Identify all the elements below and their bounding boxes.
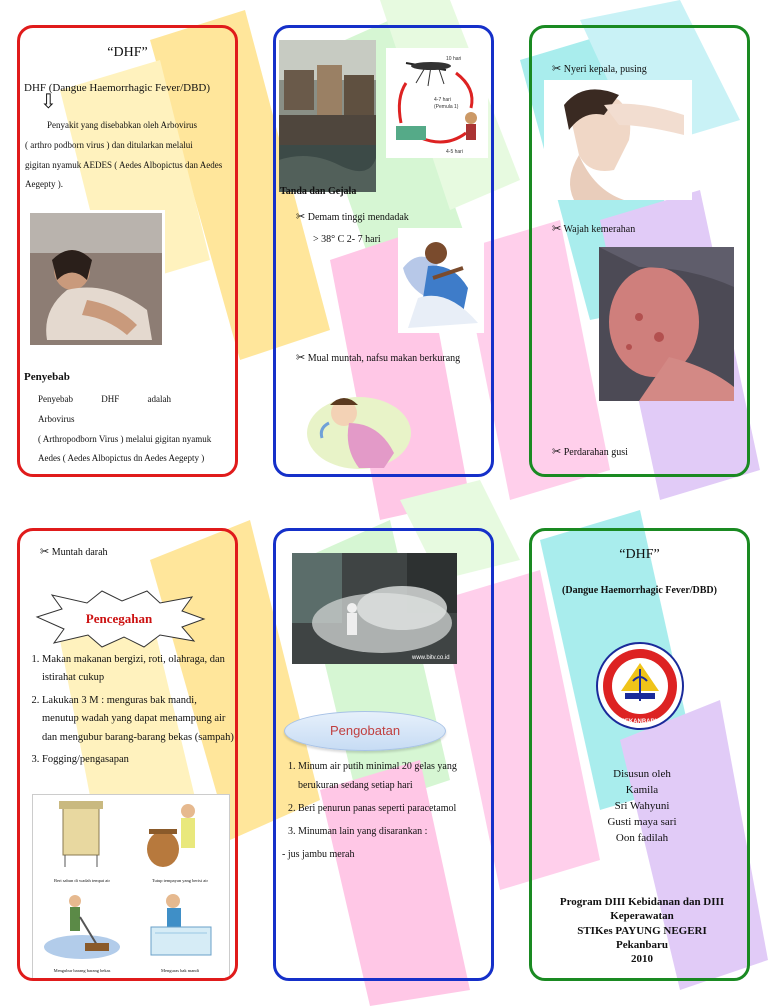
- illustration-caption: Beri sabun di wadah tempat air: [53, 878, 111, 883]
- cover-title: “DHF”: [619, 547, 660, 562]
- panel-symptoms-2: [529, 25, 750, 477]
- prevention-burst: [32, 589, 207, 649]
- definition-text: [25, 116, 235, 195]
- cause-line: ( Arthropodborn Virus ) melalui gigitan nyamuk: [38, 433, 212, 444]
- logo-text: PEKANBARU: [620, 719, 660, 725]
- author-name: Sri Wahyuni: [614, 799, 670, 812]
- red-face-illustration: [599, 247, 734, 401]
- container-illustration: [35, 797, 129, 873]
- panel1-title: “DHF”: [107, 45, 148, 60]
- cover-subtitle: (Dangue Haemorrhagic Fever/DBD): [562, 585, 717, 596]
- patient-illustration: [27, 210, 165, 348]
- panel-definition: [17, 25, 238, 477]
- symptom-text: Demam tinggi mendadak: [307, 212, 409, 223]
- prevention-label: Pencegahan: [85, 611, 153, 626]
- cause-heading: Penyebab: [24, 371, 70, 383]
- symptom-item: [40, 545, 108, 561]
- treatment-oval: [284, 711, 446, 751]
- headache-photo: [544, 80, 692, 200]
- treatment-extra: - jus jambu merah: [282, 849, 355, 860]
- illustration-cell: [133, 797, 227, 885]
- institution-logo: [595, 641, 685, 731]
- cause-line: Aedes ( Aedes Albopictus dn Aedes Aegepty ): [38, 453, 205, 464]
- illustration-cell: [35, 797, 129, 885]
- panel-prevention: [17, 528, 238, 981]
- scissors-icon: ✂: [552, 223, 562, 235]
- scissors-icon: ✂: [552, 446, 562, 458]
- prepared-by: Disusun oleh: [613, 768, 671, 780]
- illustration-caption: Tutup tempayan yang berisi air: [151, 878, 209, 883]
- cycle-label: 4-5 hari: [446, 149, 463, 155]
- panel1-subtitle: DHF (Dangue Haemorrhagic Fever/DBD): [24, 82, 211, 94]
- symptom-item: [552, 445, 628, 461]
- authors-block: [532, 767, 750, 847]
- panel-treatment: [273, 528, 494, 981]
- treatment-list: [282, 757, 492, 864]
- vomiting-child-illustration: [304, 383, 419, 475]
- symptom-text: Nyeri kepala, pusing: [563, 64, 647, 75]
- scissors-icon: ✂: [296, 352, 306, 364]
- symptom-text: Mual muntah, nafsu makan berkurang: [307, 353, 461, 364]
- fogging-illustration: [292, 553, 457, 664]
- definition-line: Penyakit yang disebabkan oleh Arbovirus: [47, 120, 197, 130]
- program-line: Program DIII Kebidanan dan DIII: [559, 896, 725, 908]
- cycle-label: 4-7 hari: [434, 97, 451, 103]
- panel-cover: [529, 528, 750, 981]
- illustration-caption: Mengubur barang barang bekas: [53, 968, 111, 973]
- panel-symptoms-1: [273, 25, 494, 477]
- cycle-label: 10 hari: [446, 56, 462, 62]
- prevention-illustrations: [32, 794, 230, 980]
- slum-photo: [279, 40, 376, 192]
- treatment-label: Pengobatan: [329, 723, 401, 738]
- photo-watermark: www.bitv.co.id: [412, 655, 450, 661]
- drain-tub-illustration: [133, 887, 227, 963]
- symptoms-heading: Tanda dan Gejala: [280, 186, 357, 197]
- scissors-icon: ✂: [552, 63, 562, 75]
- fever-child-illustration: [398, 228, 484, 333]
- author-name: Gusti maya sari: [607, 815, 677, 828]
- vomiting-child-drawing: [304, 383, 419, 475]
- prevention-item: 1. Makan makanan bergizi, roti, olahraga, dan istirahat cukup: [42, 651, 236, 688]
- symptom-item: [552, 62, 647, 78]
- fogging-photo: [292, 553, 457, 664]
- program-line: 2010: [631, 953, 653, 966]
- bury-illustration: [35, 887, 129, 963]
- patient-photo: [27, 210, 165, 348]
- treatment-item: 3. Minuman lain yang disarankan :: [298, 822, 492, 841]
- cause-line: Penyebab DHF adalah Arbovirus: [38, 394, 171, 424]
- red-face-photo: [599, 247, 734, 401]
- cover-jar-illustration: [133, 797, 227, 873]
- symptom-detail: > 38° C 2- 7 hari: [313, 234, 381, 245]
- symptom-text: Perdarahan gusi: [563, 447, 628, 458]
- program-line: Keperawatan: [610, 910, 674, 923]
- symptom-text: Muntah darah: [51, 547, 108, 558]
- program-line: STIKes PAYUNG NEGERI: [577, 924, 707, 937]
- cycle-illustration: [386, 48, 488, 158]
- author-name: Oon fadilah: [615, 831, 669, 844]
- treatment-item: 2. Beri penurun panas seperti paracetamol: [298, 799, 492, 818]
- program-block: [532, 895, 750, 966]
- program-line: Pekanbaru: [616, 938, 668, 951]
- fever-child-drawing: [398, 228, 484, 333]
- symptom-item: [296, 351, 460, 367]
- cause-text: [38, 390, 234, 469]
- definition-line: ( arthro podborn virus ) dan ditularkan melalui: [25, 139, 193, 150]
- slum-illustration: [279, 40, 376, 192]
- cycle-label: (Pemula 1): [434, 104, 459, 110]
- illustration-cell: [133, 887, 227, 977]
- author-name: Kamila: [625, 783, 659, 796]
- definition-line: Aegepty ).: [25, 179, 63, 190]
- prevention-list: [26, 651, 236, 773]
- illustration-cell: [35, 887, 129, 977]
- treatment-item: 1. Minum air putih minimal 20 gelas yang berukuran sedang setiap hari: [298, 757, 492, 795]
- prevention-item: 3. Fogging/pengasapan: [42, 751, 236, 769]
- prevention-item: 2. Lakukan 3 M : menguras bak mandi, menutup wadah yang dapat menampung air dan mengubur barang-barang bekas (sampah): [42, 692, 236, 747]
- symptom-item: [296, 210, 409, 226]
- mosquito-cycle-diagram: [386, 48, 488, 158]
- down-arrow-icon: ⇩: [40, 91, 57, 113]
- headache-illustration: [544, 80, 692, 200]
- illustration-caption: Menguras bak mandi: [161, 968, 199, 973]
- scissors-icon: ✂: [40, 546, 50, 558]
- definition-line: gigitan nyamuk AEDES ( Aedes Albopictus dan Aedes: [25, 159, 223, 170]
- scissors-icon: ✂: [296, 211, 306, 223]
- symptom-item: [552, 222, 635, 238]
- symptom-text: Wajah kemerahan: [563, 224, 636, 235]
